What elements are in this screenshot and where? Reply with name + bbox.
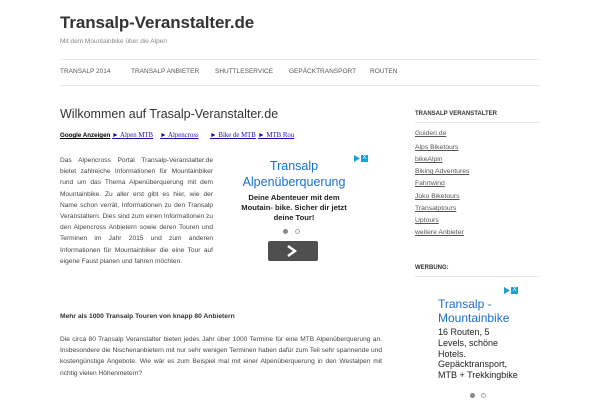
inline-ad[interactable]	[220, 155, 368, 265]
inline-ad-description: Deine Abenteuer mit dem Moutain- bike. Sicher dir jetzt deine Tour!	[241, 193, 347, 222]
section-subheading: Mehr als 1000 Transalp Touren von knapp 80 Anbietern	[60, 313, 235, 320]
sidebar-ad-title[interactable]: Transalp - Mountainbike	[438, 297, 510, 325]
body-paragraph: Die circa 80 Transalp Veranstalter bieten jedes Jahr über 1000 Termine für eine MTB Alpenüberquerung an. Insbesondere die Nischenanbietern mit nur sehr wenigen Terminen haben dafür zum Teil sehr spannende und kostengünstige Angebote. Wie wär es zum Beispiel mal mit einer Alpenüberquerung in den Westalpen mit richtig vielen Höhenmetern?	[60, 336, 382, 377]
adchoices-triangle-icon	[504, 287, 510, 294]
sidebar-ad[interactable]	[432, 287, 520, 400]
ad-link[interactable]: ► Alpen MTB	[112, 132, 154, 139]
ad-close-icon[interactable]: X	[362, 155, 367, 161]
sidebar-link-fahrtwind[interactable]: Fahrtwind	[415, 180, 445, 187]
nav-item-routen[interactable]: ROUTEN	[370, 68, 398, 75]
carousel-dot-active[interactable]	[470, 393, 475, 398]
inline-ad-title[interactable]: Transalp Alpenüberquerung	[242, 159, 346, 189]
nav-item-transalp-anbieter[interactable]: TRANSALP ANBIETER	[131, 68, 200, 75]
nav-item-shuttleservice[interactable]: SHUTTLESERVICE	[215, 68, 274, 75]
sidebar-link-alps-biketours[interactable]: Alps Biketours	[415, 144, 459, 151]
ad-link[interactable]: ► MTB Rou	[258, 132, 295, 139]
sidebar-ad-description: 16 Routen, 5 Levels, schöne Hotels. Gepäcktransport, MTB + Trekkingbike	[438, 327, 518, 381]
adchoices-icon[interactable]	[504, 287, 518, 295]
ad-next-button[interactable]	[268, 241, 318, 261]
site-description: Mit dem Mountainbike über die Alpen	[60, 38, 167, 45]
ad-link[interactable]: ► Alpencross	[160, 132, 199, 139]
carousel-dots	[470, 393, 490, 399]
carousel-dots	[283, 229, 307, 235]
widget-divider	[415, 122, 540, 123]
sidebar-widget-title-veranstalter: TRANSALP VERANSTALTER	[415, 111, 498, 117]
arrow-right-icon	[285, 244, 301, 258]
ad-link[interactable]: ► Bike de MTB	[210, 132, 256, 139]
sidebar-link-bikealpin[interactable]: bikeAlpin	[415, 156, 443, 163]
carousel-dot[interactable]	[295, 229, 300, 234]
nav-item-transalp-2014[interactable]: TRANSALP 2014	[60, 68, 111, 75]
sidebar-widget-title-werbung: WERBUNG:	[415, 265, 449, 271]
sidebar-link-biking-adventures[interactable]: Biking Adventures	[415, 168, 470, 175]
intro-paragraph: Das Alpencross Portal Transalp-Veranstalter.de bietet zahlreiche Informationen für Mountainbiker rund um das Thema Alpenüberquerung mit dem Mountainbike. Zu aller erst gibt es hier, wie der Name schon verrät, Informationen zu den Transalp Veranstaltern. Dies sind zum einen Informationen zu den Alpencross Anbietern sowie deren Touren und Terminen im Jahr 2015 und zum anderen Informationen für Mountainbiker die eine Tour auf eigene Faust planen und fahren möchten.	[60, 157, 213, 265]
site-title[interactable]: Transalp-Veranstalter.de	[60, 13, 255, 32]
sidebar-link-weitere-anbieter[interactable]: weitere Anbieter	[415, 229, 464, 236]
sidebar-link-uptours[interactable]: Uptours	[415, 217, 439, 224]
google-ads-label[interactable]: Google Anzeigen	[60, 132, 111, 139]
main-navigation	[60, 59, 540, 86]
widget-divider	[415, 276, 540, 277]
sidebar-link-transalptours[interactable]: Transalptours	[415, 205, 457, 212]
sidebar-link-guideri[interactable]: Guideri.de	[415, 130, 447, 137]
carousel-dot[interactable]	[481, 393, 486, 398]
carousel-dot-active[interactable]	[283, 229, 288, 234]
ad-close-icon[interactable]: X	[512, 287, 517, 293]
page-title: Wilkommen auf Trasalp-Veranstalter.de	[60, 107, 279, 121]
nav-item-gepaecktransport[interactable]: GEPÄCKTRANSPORT	[289, 68, 357, 75]
sidebar-link-joko-biketours[interactable]: Joko Biketours	[415, 193, 460, 200]
